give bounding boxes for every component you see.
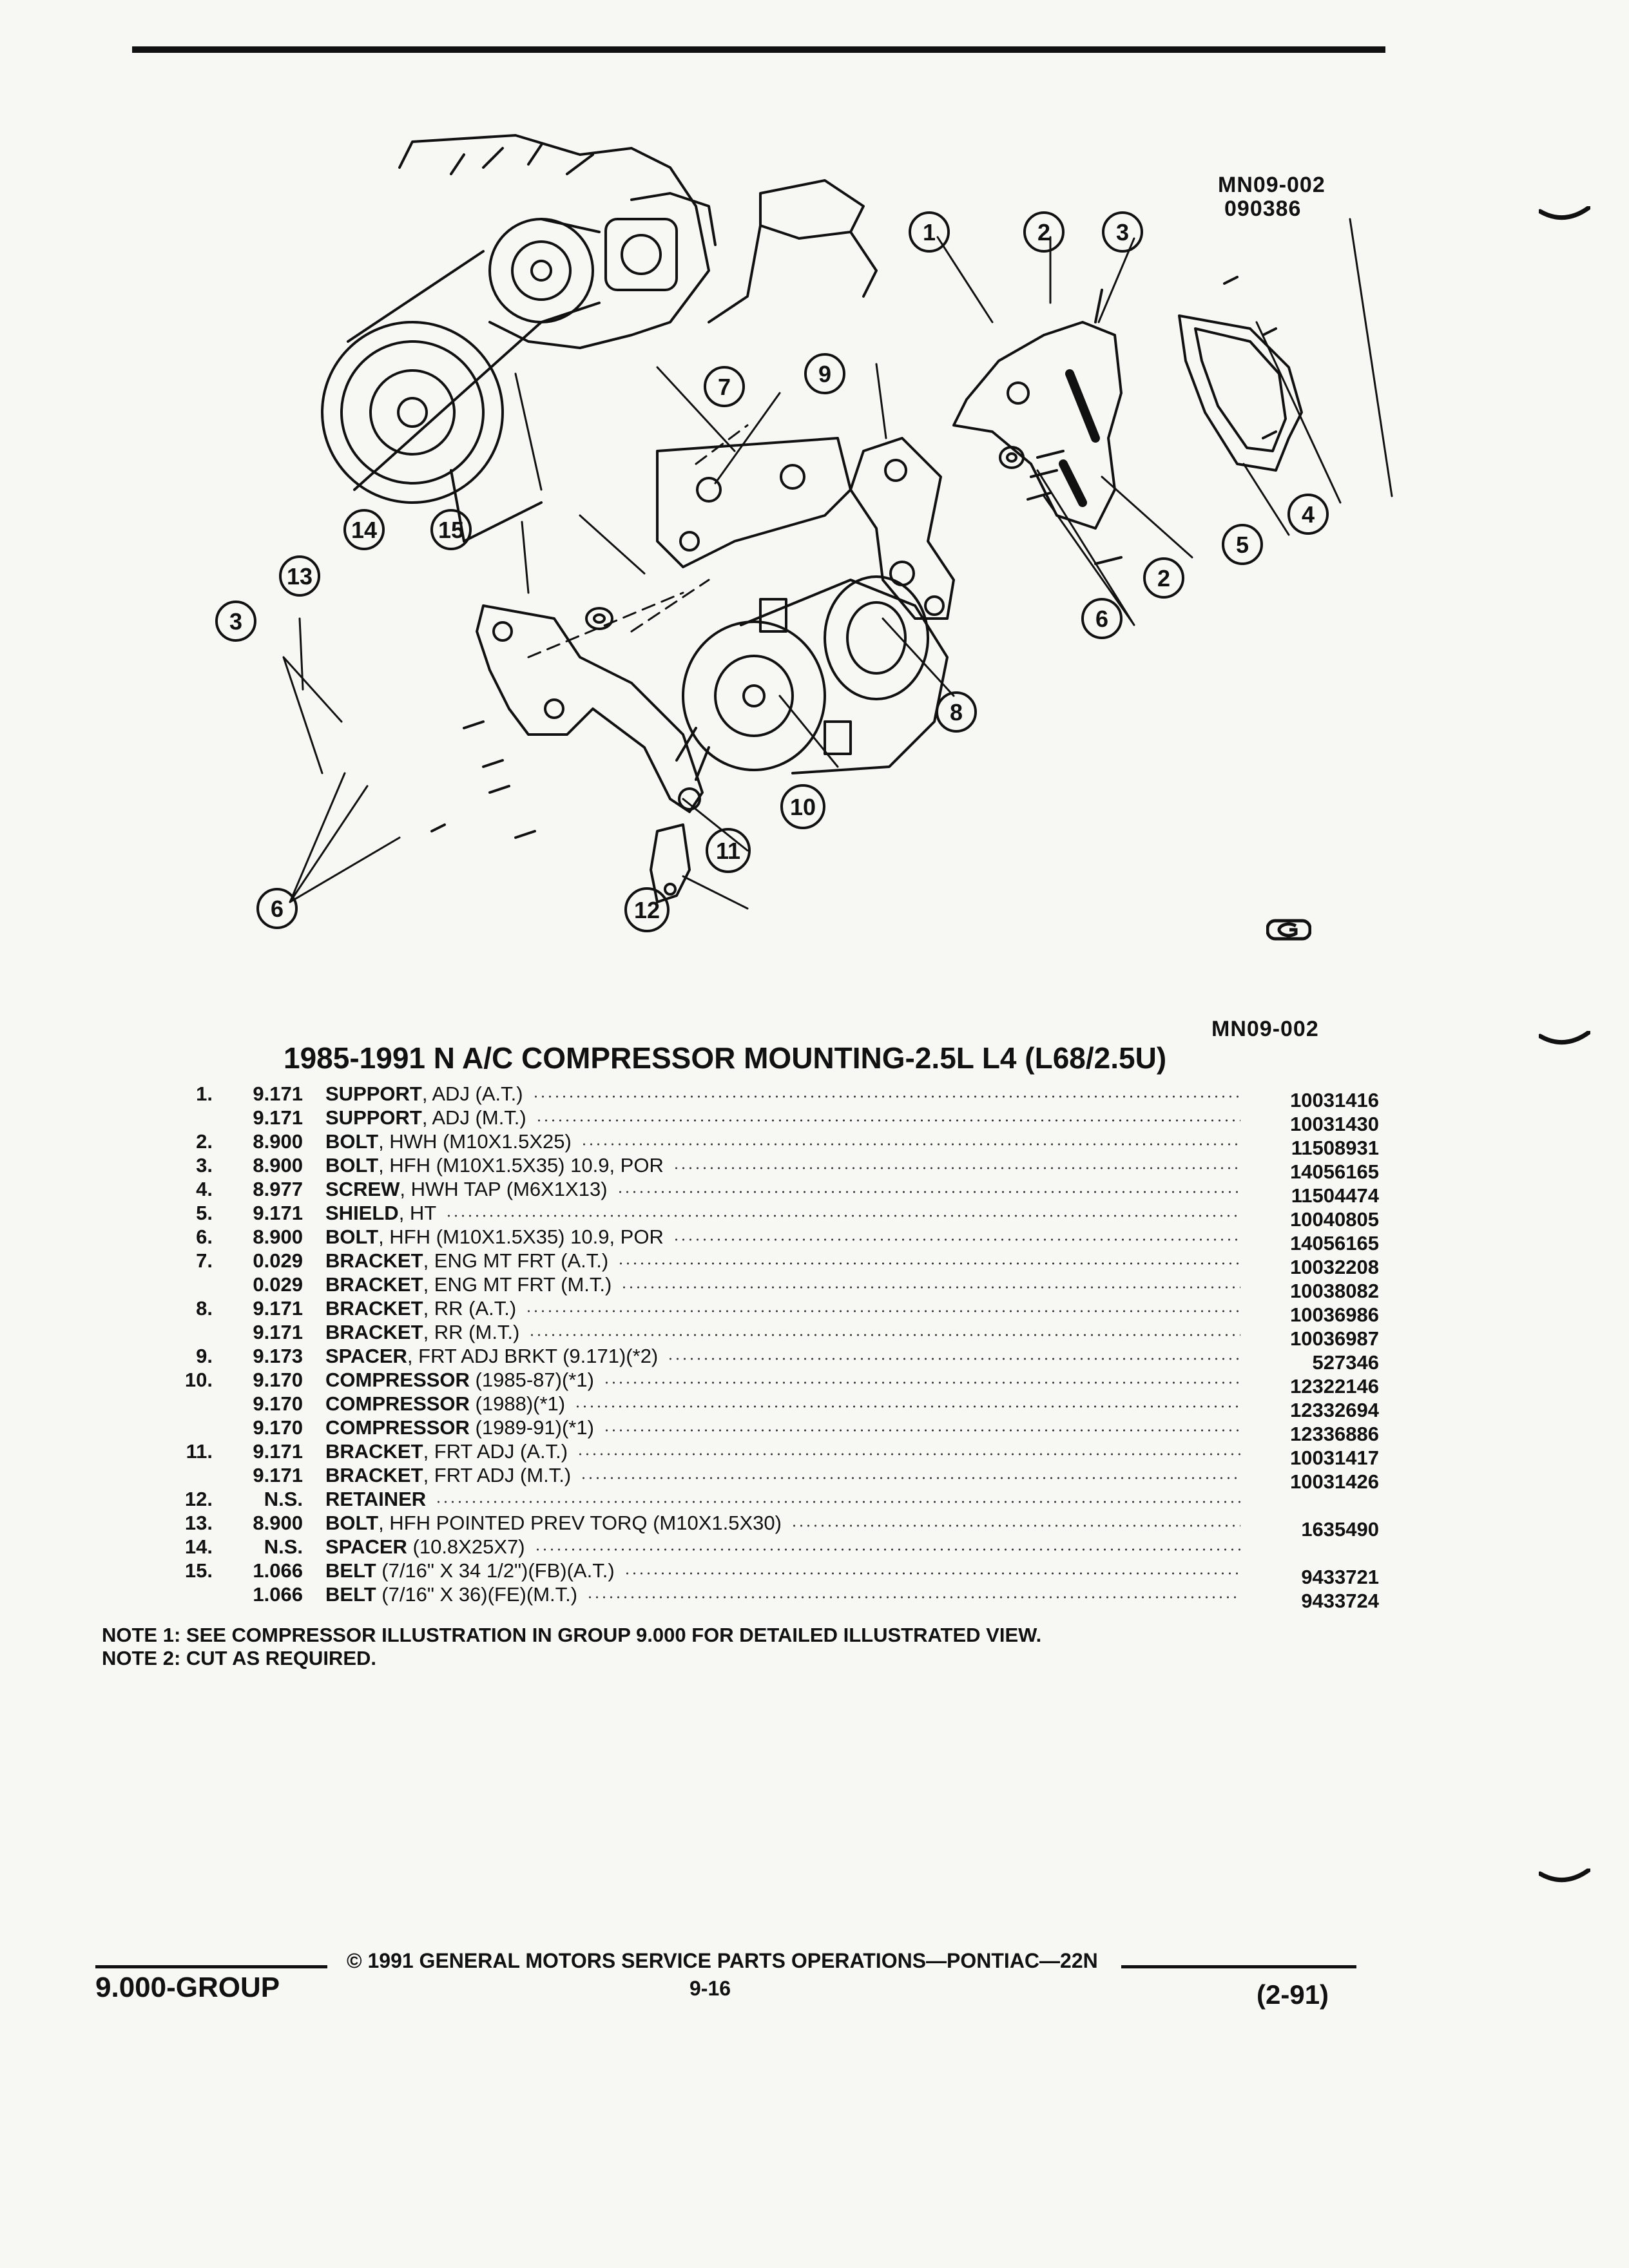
revision-date: (2-91) <box>1257 1979 1329 2010</box>
part-group: 0.029 <box>253 1249 303 1272</box>
svg-text:3: 3 <box>1115 219 1130 245</box>
part-number: 527346 <box>1312 1351 1379 1374</box>
callout-15 <box>432 510 470 549</box>
part-description <box>325 1297 516 1320</box>
callout-7 <box>705 367 744 406</box>
assembly-centerlines <box>528 425 747 657</box>
part-group: 8.900 <box>253 1512 303 1534</box>
leader-dots <box>617 1191 1240 1193</box>
part-number: 10036987 <box>1290 1327 1379 1350</box>
part-index: 10. <box>184 1369 213 1391</box>
part-description <box>325 1273 612 1296</box>
note-line: NOTE 1: SEE COMPRESSOR ILLUSTRATION IN GROUP 9.000 FOR DETAILED ILLUSTRATED VIEW. <box>102 1624 1042 1646</box>
part-detail: (7/16" X 34 1/2")(FB)(A.T.) <box>376 1559 615 1582</box>
part-row <box>97 1249 1385 1278</box>
binder-hole-mark-top <box>1539 206 1590 226</box>
svg-text:8: 8 <box>949 699 963 726</box>
callout-8 <box>937 693 976 731</box>
part-number: 11508931 <box>1291 1137 1379 1159</box>
part-name: SPACER <box>325 1535 407 1558</box>
part-group: 1.066 <box>253 1583 303 1606</box>
part-description <box>325 1154 664 1177</box>
bolts-illustration <box>432 277 1276 838</box>
leader-dots <box>574 1405 1240 1408</box>
part-group: 9.171 <box>253 1464 303 1486</box>
callout-12 <box>626 889 668 931</box>
footer-rule-right <box>1121 1965 1356 1968</box>
part-number: 1635490 <box>1301 1518 1379 1541</box>
part-group: 9.170 <box>253 1369 303 1391</box>
leader-dots <box>791 1524 1240 1527</box>
part-row <box>97 1345 1385 1374</box>
rear-bracket-illustration <box>851 438 954 619</box>
part-number: 9433721 <box>1301 1566 1379 1588</box>
part-group: 9.171 <box>253 1297 303 1320</box>
footer-copyright: © 1991 GENERAL MOTORS SERVICE PARTS OPERATIONS—PONTIAC—22N <box>347 1949 1098 1972</box>
part-detail: (7/16" X 36)(FE)(M.T.) <box>376 1583 578 1606</box>
part-index: 15. <box>184 1559 213 1582</box>
part-name: BRACKET <box>325 1440 423 1463</box>
leader-dots <box>667 1358 1240 1360</box>
part-detail: (1985-87)(*1) <box>469 1369 594 1391</box>
part-group: 9.171 <box>253 1082 303 1105</box>
leader-dots <box>525 1310 1240 1312</box>
leader-dots <box>528 1334 1240 1336</box>
heat-shield-illustration <box>1179 316 1302 470</box>
part-detail: , HWH TAP (M6X1X13) <box>400 1178 608 1200</box>
svg-text:15: 15 <box>438 517 465 543</box>
part-index: 13. <box>184 1512 213 1534</box>
part-detail: , ADJ (M.T.) <box>421 1106 526 1129</box>
part-detail: (1988)(*1) <box>469 1392 566 1415</box>
part-detail: , RR (M.T.) <box>423 1321 520 1343</box>
part-detail: , FRT ADJ (M.T.) <box>423 1464 572 1486</box>
part-number: 14056165 <box>1290 1232 1379 1254</box>
callout-3-top <box>1103 213 1142 251</box>
part-group: 8.900 <box>253 1130 303 1153</box>
part-description <box>325 1440 568 1463</box>
svg-text:7: 7 <box>717 374 731 400</box>
part-index: 7. <box>196 1249 213 1272</box>
part-group: 9.170 <box>253 1416 303 1439</box>
part-name: BRACKET <box>325 1321 423 1343</box>
part-index: 9. <box>196 1345 213 1367</box>
part-number: 10031417 <box>1290 1446 1379 1469</box>
part-number: 10038082 <box>1290 1280 1379 1302</box>
leader-dots <box>603 1381 1240 1384</box>
part-detail: , HT <box>398 1202 437 1224</box>
part-row <box>97 1512 1385 1541</box>
part-index: 4. <box>196 1178 213 1200</box>
part-detail: (10.8X25X7) <box>407 1535 525 1558</box>
part-name: BELT <box>325 1559 376 1582</box>
part-row <box>97 1273 1385 1302</box>
part-row <box>97 1130 1385 1159</box>
part-row <box>97 1154 1385 1183</box>
svg-text:10: 10 <box>789 794 816 820</box>
part-row <box>97 1488 1385 1512</box>
part-description <box>325 1202 436 1225</box>
part-description <box>325 1321 519 1344</box>
callout-5 <box>1223 525 1262 564</box>
leader-dots <box>617 1262 1240 1265</box>
part-index: 8. <box>196 1297 213 1320</box>
part-description <box>325 1130 572 1153</box>
figure-date-code: 090386 <box>1224 197 1302 221</box>
part-row <box>97 1321 1385 1350</box>
part-description <box>325 1392 565 1416</box>
figure-code: MN09-002 <box>1218 173 1325 197</box>
part-description <box>325 1249 608 1273</box>
part-group: 9.171 <box>253 1106 303 1129</box>
part-row <box>97 1464 1385 1493</box>
part-description <box>325 1464 571 1487</box>
part-index: 14. <box>184 1535 213 1558</box>
svg-text:12: 12 <box>633 897 660 923</box>
part-name: BRACKET <box>325 1273 423 1296</box>
callout-3-left <box>217 602 255 640</box>
part-number: 12322146 <box>1290 1375 1379 1398</box>
leader-dots <box>673 1167 1240 1169</box>
part-detail: , FRT ADJ BRKT (9.171)(*2) <box>407 1345 659 1367</box>
leader-dots <box>435 1501 1240 1503</box>
leader-dots <box>535 1119 1240 1122</box>
part-row <box>97 1392 1385 1421</box>
part-description <box>325 1583 577 1606</box>
part-detail: (1989-91)(*1) <box>469 1416 594 1439</box>
part-detail: , ENG MT FRT (M.T.) <box>423 1273 612 1296</box>
part-description <box>325 1082 523 1106</box>
leader-dots <box>580 1477 1240 1479</box>
part-group: 9.173 <box>253 1345 303 1367</box>
part-name: SCREW <box>325 1178 400 1200</box>
leader-dots <box>581 1143 1240 1146</box>
part-name: BOLT <box>325 1130 379 1153</box>
leader-dots <box>586 1596 1240 1599</box>
leader-dots <box>577 1453 1240 1456</box>
part-group: 9.171 <box>253 1321 303 1343</box>
part-group: 8.900 <box>253 1154 303 1177</box>
leader-dots <box>534 1548 1240 1551</box>
part-group: 9.170 <box>253 1392 303 1415</box>
part-row <box>97 1082 1385 1111</box>
document-title: 1985-1991 N A/C COMPRESSOR MOUNTING-2.5L L4 (L68/2.5U) <box>284 1041 1167 1075</box>
part-row <box>97 1535 1385 1559</box>
part-detail: , HFH (M10X1.5X35) 10.9, POR <box>378 1154 664 1177</box>
crank-pulley-illustration <box>322 251 541 541</box>
svg-text:3: 3 <box>229 608 243 635</box>
engine-block-illustration <box>400 135 876 348</box>
part-row <box>97 1202 1385 1231</box>
svg-text:5: 5 <box>1235 532 1249 558</box>
gm-logo-icon <box>1266 918 1311 941</box>
callouts <box>217 213 1327 931</box>
binder-hole-mark-bottom <box>1539 1869 1590 1888</box>
part-description <box>325 1512 782 1535</box>
part-index: 6. <box>196 1225 213 1248</box>
part-row <box>97 1440 1385 1469</box>
part-description <box>325 1369 594 1392</box>
part-number: 12336886 <box>1290 1423 1379 1445</box>
part-description <box>325 1559 615 1582</box>
engine-mount-bracket-illustration <box>657 438 851 567</box>
notes <box>102 1624 1041 1670</box>
part-number: 14056165 <box>1290 1160 1379 1183</box>
part-description <box>325 1488 426 1511</box>
callout-9 <box>805 354 844 393</box>
part-group: 9.171 <box>253 1440 303 1463</box>
part-number: 10031426 <box>1290 1470 1379 1493</box>
part-name: COMPRESSOR <box>325 1416 470 1439</box>
binder-hole-mark-middle <box>1539 1031 1590 1050</box>
leader-dots <box>603 1429 1240 1432</box>
part-group: 8.977 <box>253 1178 303 1200</box>
part-name: BOLT <box>325 1154 379 1177</box>
part-description <box>325 1416 594 1439</box>
front-adjust-bracket-illustration <box>477 606 702 812</box>
part-index: 3. <box>196 1154 213 1177</box>
part-group: N.S. <box>264 1535 303 1558</box>
part-group: 0.029 <box>253 1273 303 1296</box>
callout-13 <box>280 557 319 595</box>
part-detail: , HFH POINTED PREV TORQ (M10X1.5X30) <box>378 1512 782 1534</box>
part-name: SUPPORT <box>325 1082 422 1105</box>
part-row <box>97 1178 1385 1207</box>
svg-text:6: 6 <box>1095 606 1109 632</box>
svg-text:11: 11 <box>715 838 741 864</box>
part-row <box>97 1225 1385 1254</box>
callout-6-right <box>1083 599 1121 638</box>
part-number: 10036986 <box>1290 1303 1379 1326</box>
part-detail: , ENG MT FRT (A.T.) <box>423 1249 609 1272</box>
callout-6-left <box>258 889 296 928</box>
top-rule <box>132 46 1385 53</box>
part-number: 11504474 <box>1291 1184 1379 1207</box>
part-group: 1.066 <box>253 1559 303 1582</box>
leader-dots <box>532 1095 1240 1098</box>
svg-text:2: 2 <box>1037 219 1051 245</box>
part-detail: , HWH (M10X1.5X25) <box>378 1130 572 1153</box>
part-name: BELT <box>325 1583 376 1606</box>
part-number: 12332694 <box>1290 1399 1379 1421</box>
part-group: 9.171 <box>253 1202 303 1224</box>
part-index: 11. <box>186 1440 213 1463</box>
part-number: 10031416 <box>1290 1089 1379 1111</box>
part-row <box>97 1416 1385 1445</box>
part-number: 10032208 <box>1290 1256 1379 1278</box>
part-description <box>325 1225 664 1249</box>
part-name: BOLT <box>325 1225 379 1248</box>
callout-10 <box>782 785 824 828</box>
part-name: COMPRESSOR <box>325 1369 470 1391</box>
svg-text:4: 4 <box>1301 501 1315 528</box>
svg-text:1: 1 <box>922 219 936 245</box>
svg-text:6: 6 <box>270 896 284 922</box>
leader-dots <box>445 1215 1240 1217</box>
part-group: N.S. <box>264 1488 303 1510</box>
leader-dots <box>673 1238 1240 1241</box>
part-number: 10031430 <box>1290 1113 1379 1135</box>
caption-code: MN09-002 <box>1211 1017 1319 1041</box>
leader-dots <box>624 1572 1240 1575</box>
support-bracket-illustration <box>954 290 1121 528</box>
spacer-14-illustration <box>586 608 612 629</box>
callout-4 <box>1289 495 1327 533</box>
part-description <box>325 1106 526 1129</box>
exploded-view-diagram <box>180 129 1405 966</box>
page-number: 9-16 <box>689 1977 731 2000</box>
part-detail: , RR (A.T.) <box>423 1297 517 1320</box>
svg-text:13: 13 <box>286 563 313 590</box>
part-number: 10040805 <box>1290 1208 1379 1231</box>
part-name: SUPPORT <box>325 1106 422 1129</box>
svg-text:2: 2 <box>1157 565 1171 591</box>
part-name: BRACKET <box>325 1249 423 1272</box>
part-detail: , HFH (M10X1.5X35) 10.9, POR <box>378 1225 664 1248</box>
callout-1 <box>910 213 949 251</box>
part-name: RETAINER <box>325 1488 427 1510</box>
part-index: 1. <box>196 1082 213 1105</box>
callout-14 <box>345 510 383 549</box>
part-row <box>97 1583 1385 1612</box>
part-detail: , FRT ADJ (A.T.) <box>423 1440 568 1463</box>
part-description <box>325 1345 658 1368</box>
part-number: 9433724 <box>1301 1590 1379 1612</box>
part-detail: , ADJ (A.T.) <box>421 1082 523 1105</box>
part-group: 8.900 <box>253 1225 303 1248</box>
part-row <box>97 1297 1385 1326</box>
callout-2-top <box>1025 213 1063 251</box>
part-index: 5. <box>196 1202 213 1224</box>
note-line: NOTE 2: CUT AS REQUIRED. <box>102 1647 376 1669</box>
callout-2-right <box>1144 559 1183 597</box>
footer-group: 9.000-GROUP <box>95 1972 280 2003</box>
part-row <box>97 1559 1385 1588</box>
svg-text:9: 9 <box>818 361 832 387</box>
footer-rule-left <box>95 1965 327 1968</box>
leader-lines <box>284 219 1392 908</box>
part-index: 2. <box>196 1130 213 1153</box>
part-description <box>325 1535 525 1559</box>
part-row <box>97 1106 1385 1135</box>
part-name: SPACER <box>325 1345 407 1367</box>
spacer-9-illustration <box>1000 447 1023 468</box>
part-name: BOLT <box>325 1512 379 1534</box>
svg-text:14: 14 <box>351 517 378 543</box>
part-row <box>97 1369 1385 1398</box>
part-name: BRACKET <box>325 1297 423 1320</box>
part-name: COMPRESSOR <box>325 1392 470 1415</box>
part-name: SHIELD <box>325 1202 399 1224</box>
part-index: 12. <box>184 1488 213 1510</box>
leader-dots <box>621 1286 1240 1289</box>
part-name: BRACKET <box>325 1464 423 1486</box>
part-description <box>325 1178 608 1201</box>
